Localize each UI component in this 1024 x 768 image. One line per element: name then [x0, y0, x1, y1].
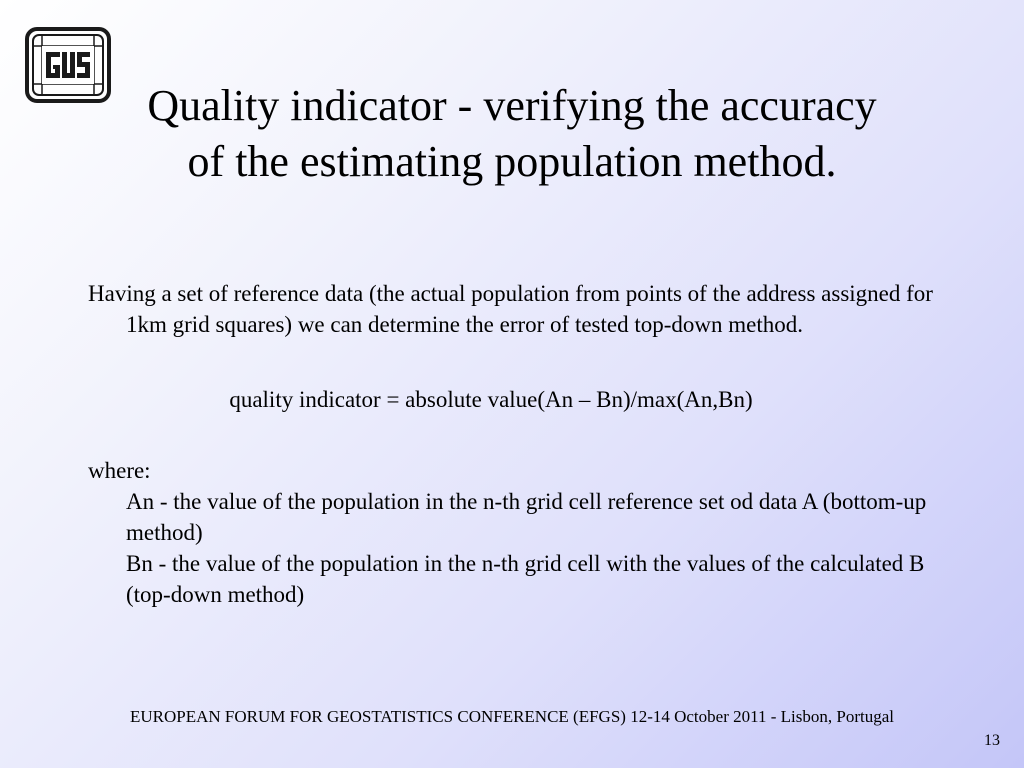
- intro-paragraph: Having a set of reference data (the actual population from points of the address assigned for 1km grid squares) we can determine the error of tested top-down method.: [88, 281, 933, 337]
- where-block: [88, 455, 938, 610]
- slide-title-line-1: Quality indicator - verifying the accuracy: [147, 81, 877, 130]
- slide-body: [88, 278, 938, 610]
- slide-title-line-2: of the estimating population method.: [187, 137, 837, 186]
- where-label: where:: [88, 458, 151, 483]
- footer-conference: EUROPEAN FORUM FOR GEOSTATISTICS CONFERENCE (EFGS) 12-14 October 2011 - Lisbon, Portugal: [130, 707, 894, 726]
- bn-definition: Bn - the value of the population in the n-th grid cell with the values of the calculated B (top-down method): [126, 551, 925, 607]
- quality-indicator-formula: quality indicator = absolute value(An – Bn)/max(An,Bn): [229, 387, 753, 412]
- page-number: 13: [984, 732, 1000, 749]
- slide-title: [70, 78, 954, 190]
- an-definition: An - the value of the population in the n-th grid cell reference set od data A (bottom-up method): [126, 489, 927, 545]
